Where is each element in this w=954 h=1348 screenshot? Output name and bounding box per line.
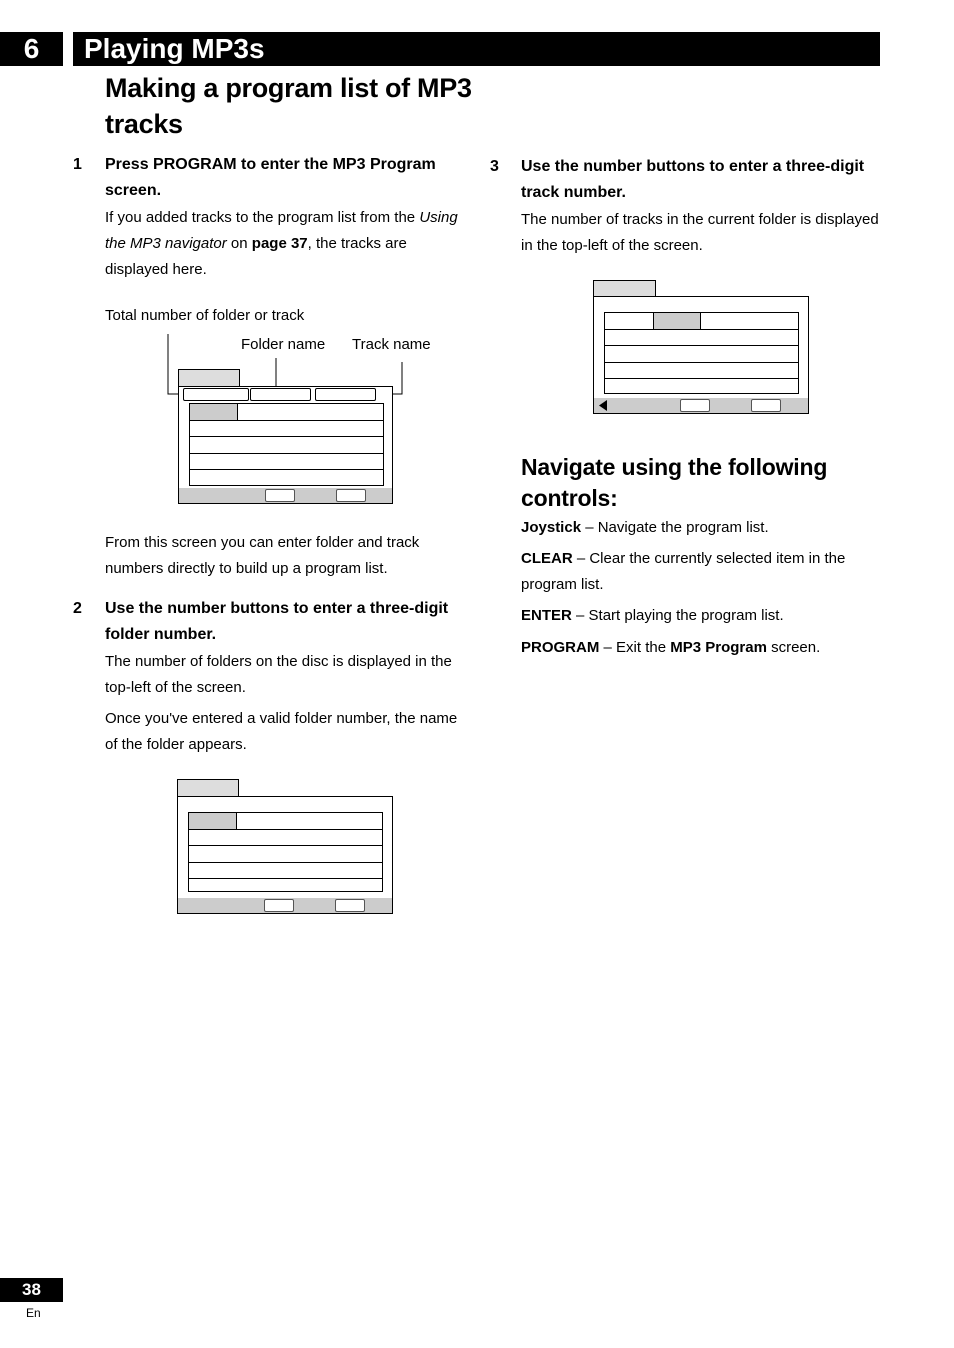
step-1-body bbox=[105, 205, 470, 283]
list-row bbox=[190, 437, 383, 454]
folder-name-field bbox=[250, 388, 311, 401]
control-key: CLEAR bbox=[521, 550, 573, 567]
label-total-number: Total number of folder or track bbox=[105, 307, 305, 324]
step-1-body-a: If you added tracks to the program list from the bbox=[105, 209, 416, 226]
chapter-title: Playing MP3s bbox=[73, 32, 880, 66]
control-desc: – Start playing the program list. bbox=[571, 607, 784, 624]
list-row bbox=[605, 330, 798, 347]
step-1-number: 1 bbox=[73, 156, 82, 173]
list-row bbox=[190, 421, 383, 438]
control-desc: – Clear the currently selected item in the program list. bbox=[521, 550, 846, 593]
control-program bbox=[521, 635, 881, 661]
step-2-body-b: Once you've entered a valid folder number, the name of the folder appears. bbox=[105, 710, 458, 753]
step-1-body-on: on bbox=[230, 235, 248, 252]
step-1-page-ref: page 37 bbox=[251, 235, 308, 252]
footer-button bbox=[265, 489, 295, 502]
screen-2-frame bbox=[177, 796, 393, 914]
list-row bbox=[190, 470, 383, 487]
screen-2-list bbox=[188, 812, 383, 892]
control-desc-end: screen. bbox=[766, 639, 821, 656]
control-joystick bbox=[521, 515, 881, 541]
chapter-number: 6 bbox=[0, 32, 63, 66]
step-1-body-b: , the tracks are displayed here. bbox=[105, 235, 407, 278]
list-row bbox=[605, 346, 798, 363]
screen-1-frame bbox=[178, 386, 393, 504]
label-track-name: Track name bbox=[352, 336, 431, 353]
list-row bbox=[189, 863, 382, 880]
list-row bbox=[190, 454, 383, 471]
controls-heading: Navigate using the following controls: bbox=[521, 454, 828, 511]
list-row bbox=[605, 313, 798, 330]
step-1-title: Press PROGRAM to enter the MP3 Program screen. bbox=[105, 156, 436, 199]
step-1-body-italic: Using the MP3 navigator bbox=[105, 209, 458, 252]
control-key: ENTER bbox=[521, 607, 572, 624]
footer-button bbox=[680, 399, 710, 412]
page-heading: Making a program list of MP3 tracks bbox=[105, 73, 472, 139]
screen-1-list bbox=[189, 403, 384, 486]
language-code: En bbox=[26, 1306, 41, 1320]
footer-button bbox=[751, 399, 781, 412]
control-key: Joystick bbox=[521, 519, 582, 536]
list-row bbox=[605, 379, 798, 396]
track-name-field bbox=[315, 388, 376, 401]
list-row bbox=[189, 830, 382, 847]
screen-2-footer bbox=[178, 898, 392, 913]
footer-button bbox=[335, 899, 365, 912]
step-2-number: 2 bbox=[73, 600, 82, 617]
step-1-after: From this screen you can enter folder and track numbers directly to build up a program list. bbox=[105, 534, 420, 577]
screen-2-tab bbox=[177, 779, 239, 797]
screen-1-footer bbox=[179, 488, 392, 503]
list-row bbox=[189, 813, 382, 830]
label-folder-name: Folder name bbox=[241, 336, 326, 353]
screen-1-tab bbox=[178, 369, 240, 387]
control-enter bbox=[521, 603, 881, 629]
control-clear bbox=[521, 546, 881, 598]
step-2-title: Use the number buttons to enter a three-digit folder number. bbox=[105, 600, 449, 643]
list-row bbox=[189, 846, 382, 863]
control-desc: – Navigate the program list. bbox=[581, 519, 769, 536]
list-row bbox=[605, 363, 798, 380]
control-key: PROGRAM bbox=[521, 639, 600, 656]
footer-button bbox=[264, 899, 294, 912]
control-desc: – Exit the bbox=[599, 639, 671, 656]
screen-3-footer bbox=[594, 398, 808, 413]
page-number: 38 bbox=[0, 1278, 63, 1302]
step-3-title: Use the number buttons to enter a three-digit track number. bbox=[521, 158, 865, 201]
total-number-field bbox=[183, 388, 249, 401]
screen-3-list bbox=[604, 312, 799, 394]
step-2-body-a: The number of folders on the disc is displayed in the top-left of the screen. bbox=[105, 653, 452, 696]
list-row bbox=[190, 404, 383, 421]
screen-3-frame bbox=[593, 296, 809, 414]
footer-button bbox=[336, 489, 366, 502]
left-arrow-icon bbox=[598, 400, 608, 411]
step-3-number: 3 bbox=[490, 158, 499, 175]
step-3-body: The number of tracks in the current folder is displayed in the top-left of the screen. bbox=[521, 211, 879, 254]
list-row bbox=[189, 879, 382, 896]
control-screen-name: MP3 Program bbox=[670, 639, 767, 656]
